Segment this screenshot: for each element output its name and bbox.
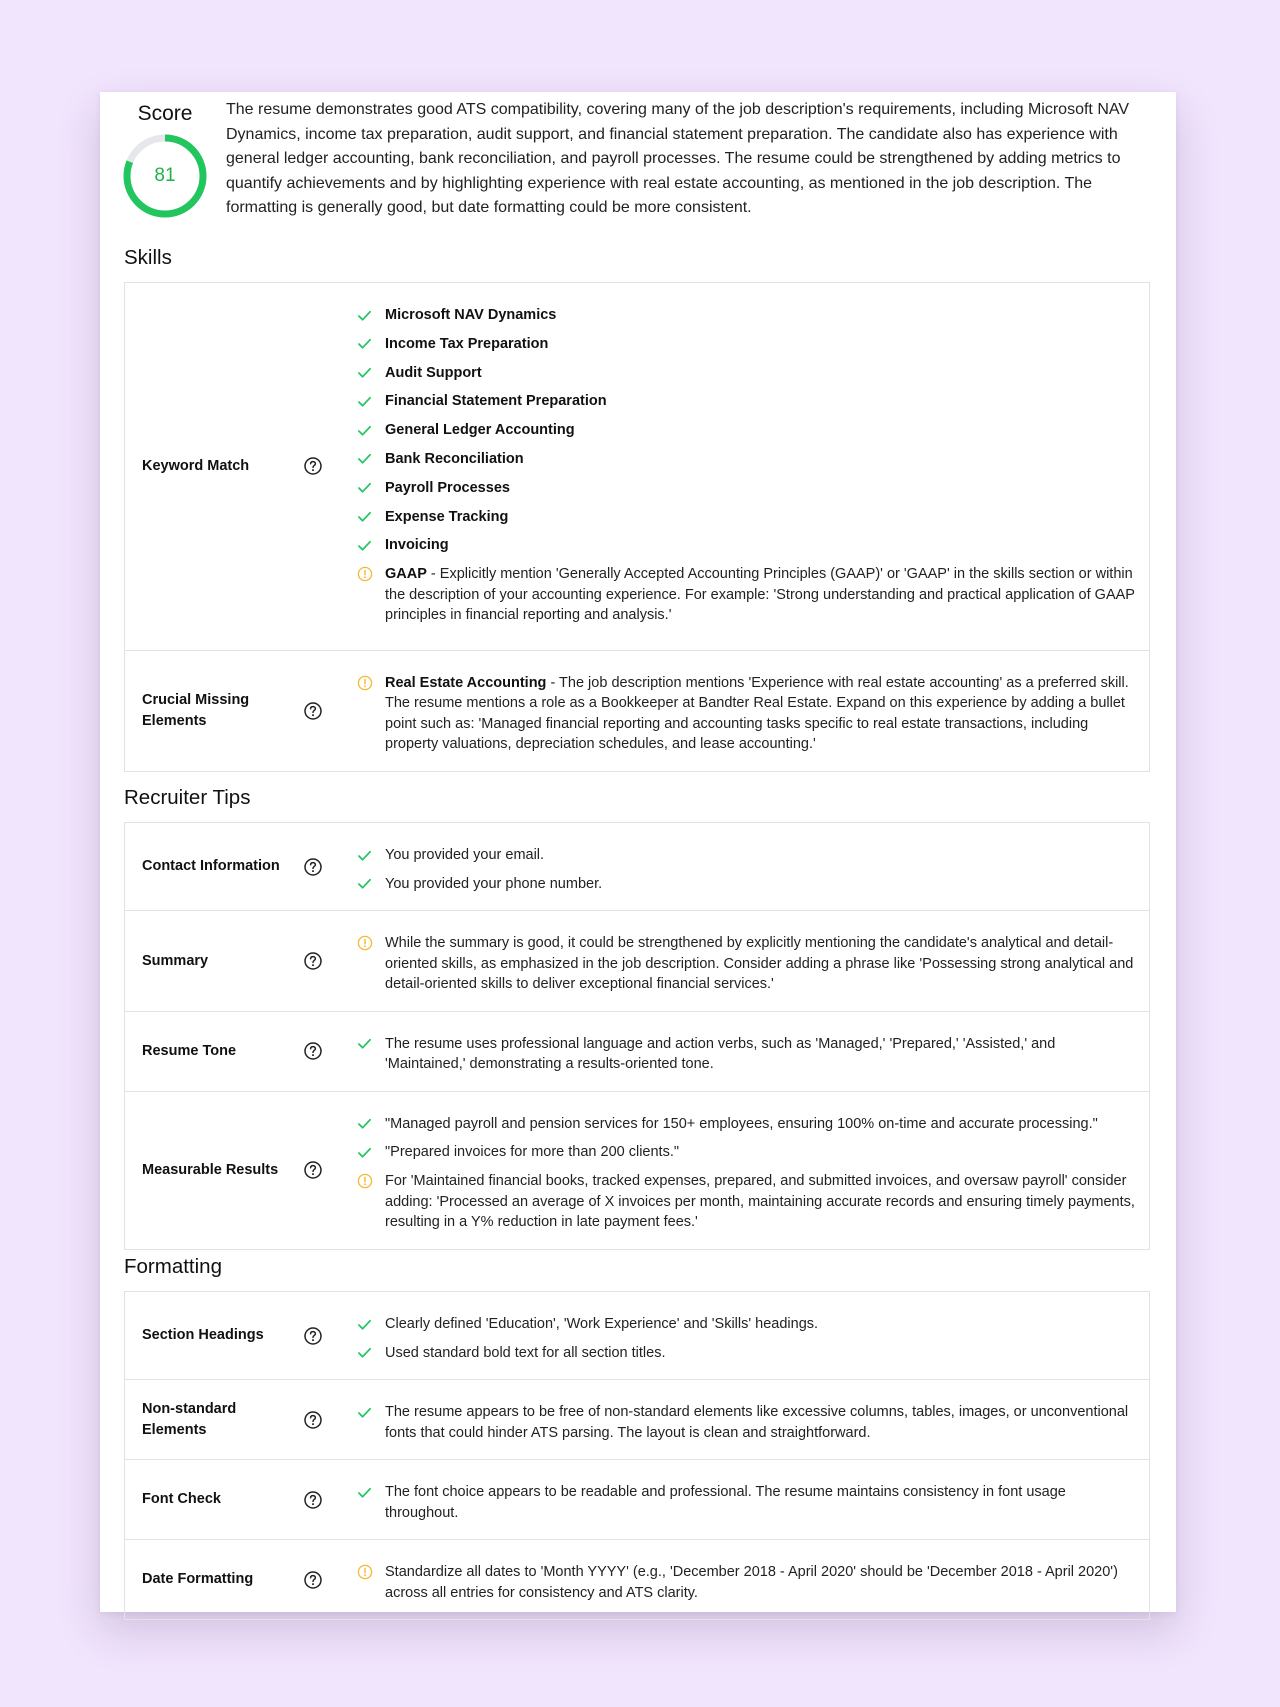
score-value: 81: [154, 165, 176, 186]
criteria-item-text: [385, 874, 1135, 895]
criteria-item: [357, 478, 1135, 499]
help-circle-icon[interactable]: [303, 1041, 323, 1061]
criteria-item: [357, 1171, 1135, 1233]
criteria-row-measurable-results: [125, 1091, 1149, 1249]
criteria-label-cell: [125, 1012, 357, 1091]
criteria-item: [357, 507, 1135, 528]
criteria-item-text: [385, 507, 1135, 528]
criteria-item: [357, 363, 1135, 384]
criteria-item-keyword: GAAP: [385, 566, 427, 583]
criteria-row-keyword-match: [125, 283, 1149, 650]
help-circle-icon[interactable]: [303, 1160, 323, 1180]
criteria-items: [357, 1460, 1149, 1539]
criteria-item: [357, 535, 1135, 556]
check-icon: [357, 449, 385, 469]
criteria-row-date-formatting: [125, 1539, 1149, 1619]
criteria-item-keyword: Payroll Processes: [385, 479, 510, 496]
criteria-label: Non-standard Elements: [142, 1401, 237, 1438]
criteria-item-text: [385, 1034, 1135, 1075]
criteria-label: Contact Information: [142, 858, 280, 875]
criteria-item-text: [385, 673, 1135, 755]
help-circle-icon[interactable]: [303, 456, 323, 476]
formatting-table: [124, 1291, 1150, 1620]
criteria-item: [357, 449, 1135, 470]
check-icon: [357, 1402, 385, 1422]
criteria-item: [357, 1114, 1135, 1135]
score-summary: The resume demonstrates good ATS compatibility, covering many of the job description's requirements, including Microsoft NAV Dynamics, income tax preparation, audit support, and financial statement preparation. The candidate also has experience with general ledger accounting, bank reconciliation, and payroll processes. The resume could be strengthened by adding metrics to quantify achievements and by highlighting experience with real estate accounting, as mentioned in the job description. The formatting is generally good, but date formatting could be more consistent.: [226, 101, 1130, 216]
criteria-item: [357, 1034, 1135, 1075]
criteria-row-crucial-missing-elements: [125, 650, 1149, 771]
criteria-item-keyword: Invoicing: [385, 537, 449, 554]
criteria-item: [357, 874, 1135, 895]
criteria-item-detail: For 'Maintained financial books, tracked expenses, prepared, and submitted invoices, and oversaw payroll' consider adding: 'Processed an average of X invoices per month, maintaining accurate records and ensuring timely payments, resulting in a Y% reduction in late payment fees.': [385, 1173, 1135, 1231]
criteria-label: Font Check: [142, 1491, 221, 1508]
criteria-items: [357, 823, 1149, 910]
criteria-item-text: [385, 1171, 1135, 1233]
score-ring: [122, 133, 208, 219]
criteria-item-text: [385, 363, 1135, 384]
criteria-item-detail: "Managed payroll and pension services for 150+ employees, ensuring 100% on-time and accurate processing.": [385, 1115, 1098, 1132]
criteria-item: [357, 1402, 1135, 1443]
criteria-item-detail: While the summary is good, it could be strengthened by explicitly mentioning the candidate's analytical and detail-oriented skills, as emphasized in the job description. Consider adding a phrase like 'Possessing strong analytical and detail-oriented skills to deliver exceptional financial services.': [385, 935, 1134, 993]
check-icon: [357, 874, 385, 894]
criteria-item-detail: You provided your email.: [385, 847, 545, 863]
criteria-item: [357, 420, 1135, 441]
criteria-item-text: [385, 535, 1135, 556]
check-icon: [357, 1114, 385, 1134]
check-icon: [357, 1314, 385, 1334]
check-icon: [357, 507, 385, 527]
help-circle-icon[interactable]: [303, 857, 323, 877]
criteria-item: [357, 1562, 1135, 1603]
check-icon: [357, 478, 385, 498]
criteria-row-contact-information: [125, 823, 1149, 910]
score-widget: [124, 102, 206, 219]
criteria-item: [357, 1343, 1135, 1364]
criteria-item-text: [385, 334, 1135, 355]
criteria-item: [357, 1142, 1135, 1163]
check-icon: [357, 1142, 385, 1162]
criteria-items: [357, 911, 1149, 1011]
skills-title: Skills: [124, 246, 172, 269]
criteria-item: [357, 305, 1135, 326]
criteria-label-cell: [125, 911, 357, 1011]
criteria-label: Resume Tone: [142, 1042, 237, 1059]
criteria-item: [357, 391, 1135, 412]
help-circle-icon[interactable]: [303, 1326, 323, 1346]
criteria-item: [357, 673, 1135, 755]
criteria-item: [357, 1482, 1135, 1523]
criteria-label-cell: [125, 1292, 357, 1379]
criteria-row-section-headings: [125, 1292, 1149, 1379]
criteria-item-detail: Standardize all dates to 'Month YYYY' (e.g., 'December 2018 - April 2020' should be 'December 2018 - April 2020') across all entries for consistency and ATS clarity.: [385, 1564, 1118, 1601]
criteria-label-cell: [125, 651, 357, 771]
recruiter-tips-table: [124, 822, 1150, 1250]
criteria-item-text: [385, 845, 1135, 866]
criteria-item-detail: "Prepared invoices for more than 200 clients.": [385, 1144, 680, 1161]
criteria-label: Crucial Missing Elements: [142, 692, 250, 729]
criteria-label: Measurable Results: [142, 1161, 279, 1178]
criteria-items: [357, 1380, 1149, 1459]
help-circle-icon[interactable]: [303, 951, 323, 971]
criteria-item: [357, 334, 1135, 355]
criteria-items: [357, 283, 1149, 650]
criteria-item: [357, 845, 1135, 866]
criteria-label-cell: [125, 1460, 357, 1539]
criteria-item-text: [385, 1314, 1135, 1335]
formatting-title: Formatting: [124, 1255, 222, 1278]
check-icon: [357, 334, 385, 354]
check-icon: [357, 305, 385, 325]
criteria-item-text: [385, 1402, 1135, 1443]
criteria-item-detail: The font choice appears to be readable and professional. The resume maintains consistency in font usage throughout.: [385, 1484, 1066, 1521]
criteria-item-keyword: General Ledger Accounting: [385, 422, 575, 439]
check-icon: [357, 391, 385, 411]
criteria-item-detail: Used standard bold text for all section titles.: [385, 1344, 666, 1361]
criteria-item-keyword: Financial Statement Preparation: [385, 393, 607, 410]
criteria-item-keyword: Expense Tracking: [385, 508, 509, 525]
criteria-label: Keyword Match: [142, 458, 250, 475]
check-icon: [357, 1034, 385, 1054]
check-icon: [357, 1482, 385, 1502]
help-circle-icon[interactable]: [303, 1490, 323, 1510]
criteria-item: [357, 1314, 1135, 1335]
criteria-item-text: [385, 478, 1135, 499]
criteria-label-cell: [125, 823, 357, 910]
criteria-label-cell: [125, 283, 357, 650]
criteria-item-detail: - The job description mentions 'Experience with real estate accounting' as a preferred skill. The resume mentions a role as a Bookkeeper at Bandter Real Estate. Expand on this experience by adding a bullet point such as: 'Managed financial reporting and accounting tasks specific to real estate transactions, including property valuations, depreciation schedules, and lease accounting.': [385, 674, 1129, 753]
criteria-item-text: [385, 564, 1135, 626]
criteria-row-resume-tone: [125, 1011, 1149, 1091]
skills-table: [124, 282, 1150, 772]
criteria-row-non-standard-elements: [125, 1379, 1149, 1459]
criteria-item-text: [385, 1343, 1135, 1364]
criteria-label: Summary: [142, 952, 209, 969]
criteria-item-detail: Clearly defined 'Education', 'Work Experience' and 'Skills' headings.: [385, 1316, 819, 1332]
criteria-item-detail: You provided your phone number.: [385, 875, 603, 892]
warning-icon: [357, 673, 385, 693]
criteria-item-keyword: Income Tax Preparation: [385, 335, 549, 352]
criteria-item-keyword: Audit Support: [385, 364, 482, 381]
criteria-label-cell: [125, 1540, 357, 1619]
criteria-label: Section Headings: [142, 1327, 264, 1344]
criteria-label: Date Formatting: [142, 1571, 254, 1588]
criteria-items: [357, 1292, 1149, 1379]
criteria-label-cell: [125, 1092, 357, 1249]
help-circle-icon[interactable]: [303, 701, 323, 721]
criteria-item-text: [385, 1562, 1135, 1603]
criteria-items: [357, 1540, 1149, 1619]
help-circle-icon[interactable]: [303, 1410, 323, 1430]
warning-icon: [357, 933, 385, 953]
warning-icon: [357, 564, 385, 584]
criteria-item-text: [385, 933, 1135, 995]
criteria-item-text: [385, 420, 1135, 441]
criteria-row-summary: [125, 910, 1149, 1011]
score-label: Score: [137, 102, 193, 125]
criteria-item: [357, 564, 1135, 626]
criteria-item-text: [385, 1142, 1135, 1163]
criteria-item-detail: The resume uses professional language and action verbs, such as 'Managed,' 'Prepared,' 'Assisted,' and 'Maintained,' demonstrating a results-oriented tone.: [385, 1035, 1056, 1073]
criteria-item: [357, 933, 1135, 995]
criteria-label-cell: [125, 1380, 357, 1459]
criteria-item-text: [385, 305, 1135, 326]
criteria-items: [357, 651, 1149, 771]
criteria-item-text: [385, 1482, 1135, 1523]
criteria-items: [357, 1012, 1149, 1091]
criteria-item-detail: The resume appears to be free of non-standard elements like excessive columns, tables, images, or unconventional fonts that could hinder ATS parsing. The layout is clean and straightforward.: [385, 1404, 1129, 1441]
warning-icon: [357, 1562, 385, 1582]
check-icon: [357, 363, 385, 383]
criteria-item-text: [385, 449, 1135, 470]
check-icon: [357, 535, 385, 555]
criteria-item-detail: - Explicitly mention 'Generally Accepted Accounting Principles (GAAP)' or 'GAAP' in the skills section or within the description of your accounting experience. For example: 'Strong understanding and practical application of GAAP principles in financial reporting and analysis.': [385, 566, 1135, 624]
help-circle-icon[interactable]: [303, 1570, 323, 1590]
check-icon: [357, 1343, 385, 1363]
warning-icon: [357, 1171, 385, 1191]
report-card: [100, 92, 1176, 1612]
criteria-row-font-check: [125, 1459, 1149, 1539]
criteria-items: [357, 1092, 1149, 1249]
criteria-item-keyword: Bank Reconciliation: [385, 450, 524, 467]
check-icon: [357, 420, 385, 440]
criteria-item-text: [385, 391, 1135, 412]
criteria-item-keyword: Real Estate Accounting: [385, 674, 547, 691]
recruiter-tips-title: Recruiter Tips: [124, 786, 251, 809]
criteria-item-text: [385, 1114, 1135, 1135]
criteria-item-keyword: Microsoft NAV Dynamics: [385, 307, 557, 323]
check-icon: [357, 845, 385, 865]
